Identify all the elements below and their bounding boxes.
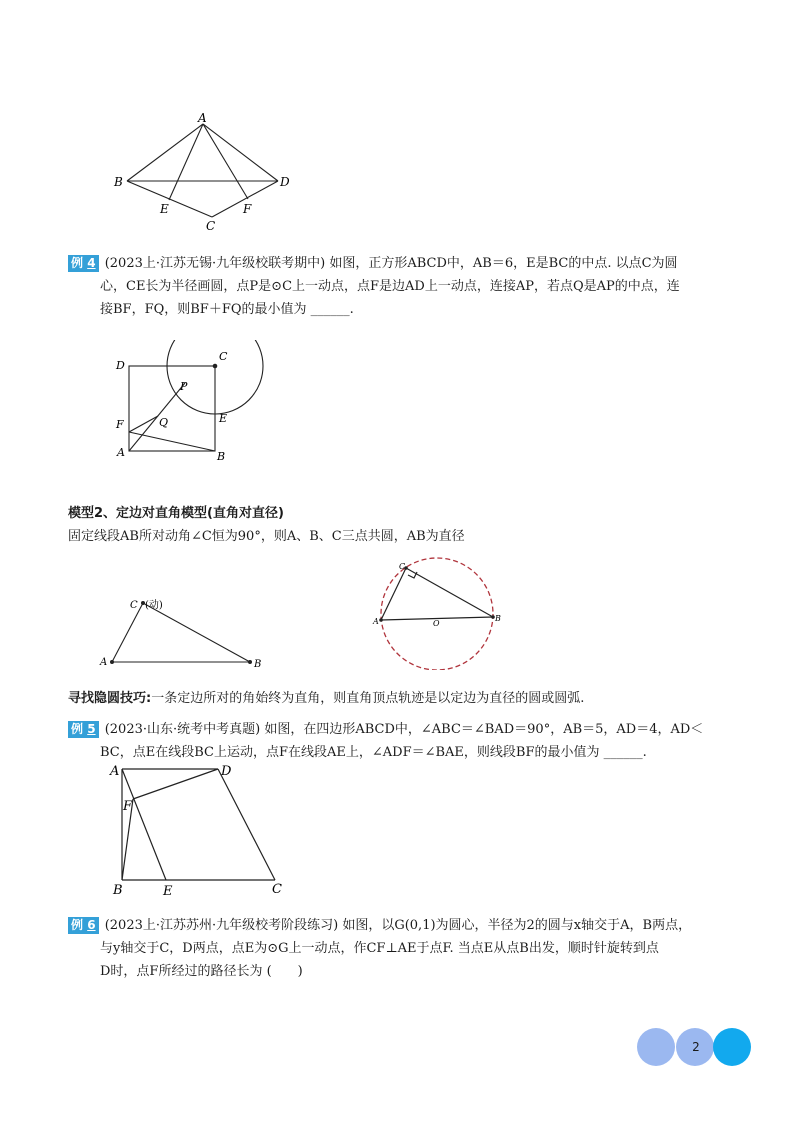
example-4-tag: 例 4 (68, 255, 99, 272)
tip-label: 寻找隐圆技巧: (68, 691, 152, 706)
fig5-label-b: B (113, 883, 123, 898)
fig4-label-c: C (399, 562, 406, 571)
fig3-label-b: B (254, 659, 262, 670)
figure-1-diagram (110, 108, 300, 233)
page-circle-left (637, 1028, 675, 1066)
fig2-label-d: D (116, 359, 125, 372)
example-4-line-2: 心，CE长为半径画圆，点P是⊙C上一动点，点F是边AD上一动点，连接AP，若点Q是AP的中点，连 (100, 279, 680, 294)
page-number: 2 (692, 1040, 700, 1054)
model-2-title: 模型2、定边对直角模型(直角对直径) (68, 506, 284, 521)
hidden-circle-tip (68, 689, 584, 709)
example-6-line-2: 与y轴交于C，D两点，点E为⊙G上一动点，作CF⊥AE于点F. 当点E从点B出发，顺时针旋转到点 (100, 941, 659, 956)
fig5-label-f: F (123, 799, 133, 814)
page-circle-right (713, 1028, 751, 1066)
fig2-label-q: Q (159, 416, 169, 429)
example-4-line-1: (2023上·江苏无锡·九年级校联考期中) 如图，正方形ABCD中，AB＝6，E是BC的中点. 以点C为圆 (104, 256, 678, 271)
figure-5-diagram (105, 760, 295, 900)
fig5-label-a: A (110, 764, 120, 779)
fig4-label-a: A (373, 617, 379, 626)
fig1-label-c: C (206, 219, 216, 233)
example-5-line-1: (2023·山东·统考中考真题) 如图，在四边形ABCD中，∠ABC＝∠BAD＝90°，AB＝5，AD＝4，AD＜ (104, 722, 704, 737)
example-5 (68, 718, 730, 764)
example-6-line-1: (2023上·江苏苏州·九年级校考阶段练习) 如图，以G(0,1)为圆心，半径为2的圆与x轴交于A，B两点， (104, 918, 692, 933)
fig3-label-c: C (130, 600, 138, 611)
fig1-label-b: B (114, 175, 123, 189)
fig3-label-a: A (100, 657, 108, 668)
example-4-line-3: 接BF，FQ，则BF＋FQ的最小值为 ______. (100, 302, 354, 317)
fig4-label-b: B (495, 614, 501, 623)
fig2-label-b: B (217, 450, 226, 463)
fig1-label-f: F (243, 202, 252, 216)
example-5-line-2: BC，点E在线段BC上运动，点F在线段AE上，∠ADF＝∠BAE，则线段BF的最小值为 ______. (100, 745, 647, 760)
fig5-label-c: C (272, 882, 282, 897)
example-5-tag: 例 5 (68, 721, 99, 738)
example-6 (68, 914, 730, 983)
fig1-label-a: A (198, 111, 207, 125)
fig2-label-p: P (180, 380, 188, 393)
fig3-label-moving: (动) (145, 600, 163, 611)
fig5-label-d: D (221, 764, 232, 779)
fig1-label-d: D (280, 175, 290, 189)
fig1-label-e: E (160, 202, 169, 216)
figure-4-diagram (365, 555, 510, 670)
fig2-label-e: E (219, 412, 228, 425)
fig2-label-a: A (117, 446, 125, 459)
figure-2-diagram (110, 340, 280, 465)
example-6-line-3: D时，点F所经过的路径长为 ( ) (100, 964, 303, 979)
fig5-label-e: E (163, 884, 173, 899)
example-6-tag: 例 6 (68, 917, 99, 934)
example-4 (68, 252, 730, 321)
model-2-description: 固定线段AB所对动角∠C恒为90°，则A、B、C三点共圆，AB为直径 (68, 529, 465, 544)
fig2-label-f: F (116, 418, 124, 431)
figure-3-diagram (95, 595, 275, 675)
fig4-label-o: O (433, 619, 440, 628)
tip-text: 一条定边所对的角始终为直角，则直角顶点轨迹是以定边为直径的圆或圆弧. (151, 691, 585, 706)
fig2-label-c: C (219, 350, 228, 363)
